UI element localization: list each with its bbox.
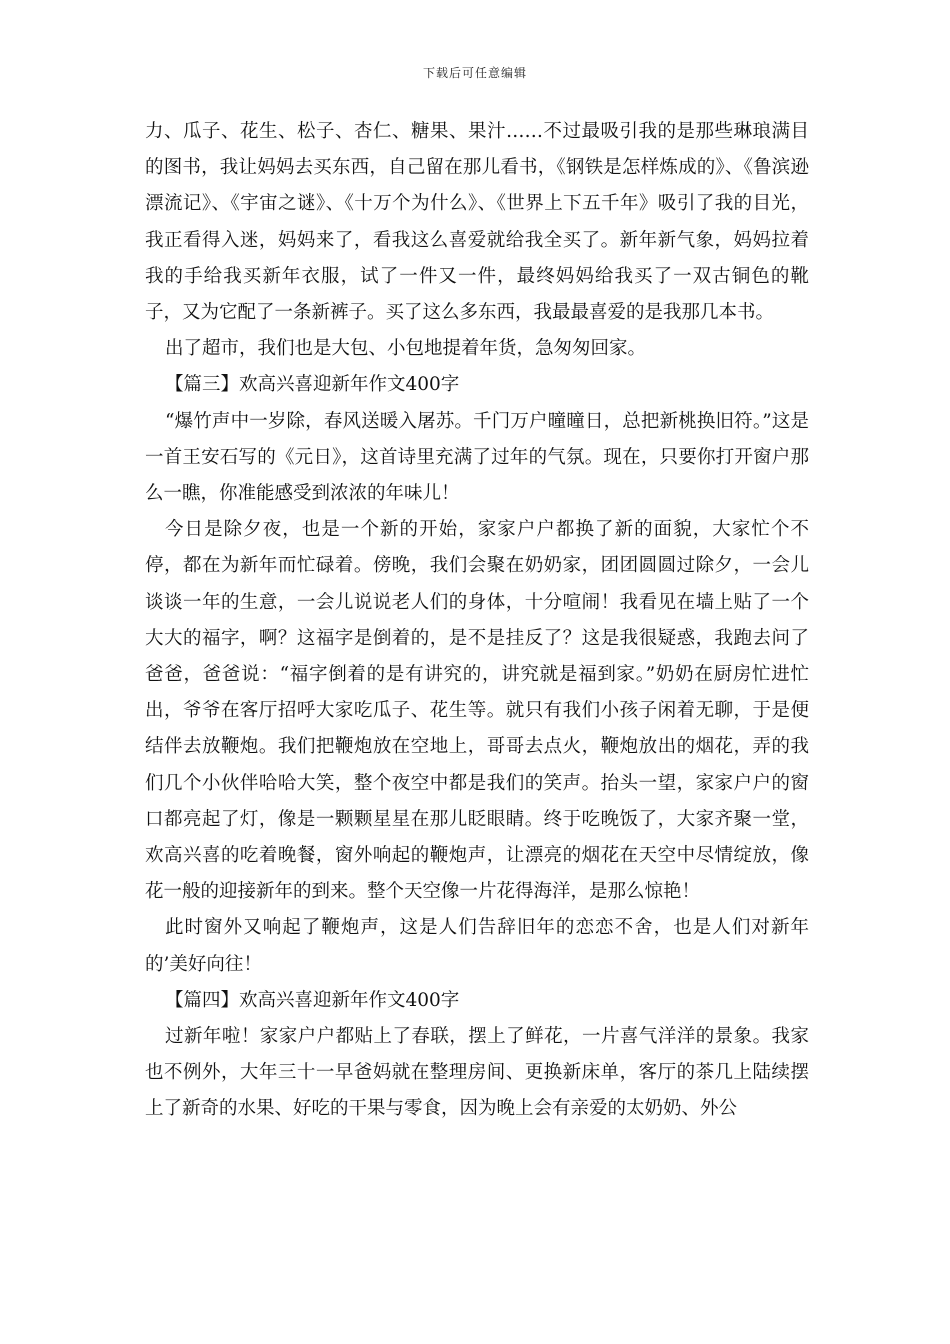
page-header-note: 下载后可任意编辑	[422, 66, 527, 80]
paragraph: 今日是除夕夜，也是一个新的开始，家家户户都换了新的面貌，大家忙个不停，都在为新年而忙碌着。傍晚，我们会聚在奶奶家，团团圆圆过除夕，一会儿谈谈一年的生意，一会儿说说老人们的身体，十分喧闹！我看见在墙上贴了一个大大的福字，啊？这福字是倒着的，是不是挂反了？这是我很疑惑，我跑去问了爸爸，爸爸说：“福字倒着的是有讲究的，讲究就是福到家。”奶奶在厨房忙进忙出，爷爷在客厅招呼大家吃瓜子、花生等。就只有我们小孩子闲着无聊，于是便结伴去放鞭炮。我们把鞭炮放在空地上，哥哥去点火，鞭炮放出的烟花，弄的我们几个小伙伴哈哈大笑，整个夜空中都是我们的笑声。抬头一望，家家户户的窗口都亮起了灯，像是一颗颗星星在那儿眨眼睛。终于吃晚饭了，大家齐聚一堂，欢高兴喜的吃着晚餐，窗外响起的鞭炮声，让漂亮的烟花在天空中尽情绽放，像花一般的迎接新年的到来。整个天空像一片花得海洋，是那么惊艳！	[145, 519, 809, 903]
paragraph: 力、瓜子、花生、松子、杏仁、糖果、果汁……不过最吸引我的是那些琳琅满目的图书，我让妈妈去买东西，自己留在那儿看书，《钢铁是怎样炼成的》、《鲁滨逊漂流记》、《宇宙之谜》、《十万个为什么》、《世界上下五千年》吸引了我的目光，我正看得入迷，妈妈来了，看我这么喜爱就给我全买了。新年新气象，妈妈拉着我的手给我买新年衣服，试了一件又一件，最终妈妈给我买了一双古铜色的靴子，又为它配了一条新裤子。买了这么多东西，我最最喜爱的是我那几本书。	[145, 121, 809, 324]
document-body	[145, 114, 809, 1128]
paragraph: 此时窗外又响起了鞭炮声，这是人们告辞旧年的恋恋不舍，也是人们对新年的’美好向往！	[145, 917, 809, 975]
paragraph: 过新年啦！家家户户都贴上了春联，摆上了鲜花，一片喜气洋洋的景象。我家也不例外，大年三十一早爸妈就在整理房间、更换新床单，客厅的茶几上陆续摆上了新奇的水果、好吃的干果与零食，因为晚上会有亲爱的太奶奶、外公	[145, 1026, 809, 1120]
section-heading: 【篇四】欢高兴喜迎新年作文400字	[165, 989, 460, 1011]
paragraph: 出了超市，我们也是大包、小包地提着年货，急匆匆回家。	[165, 338, 647, 360]
section-heading: 【篇三】欢高兴喜迎新年作文400字	[165, 374, 460, 396]
paragraph: “爆竹声中一岁除，春风送暖入屠苏。千门万户曈曈日，总把新桃换旧符。”这是一首王安石写的《元日》，这首诗里充满了过年的气氛。现在，只要你打开窗户那么一瞧，你准能感受到浓浓的年味儿！	[145, 410, 809, 505]
